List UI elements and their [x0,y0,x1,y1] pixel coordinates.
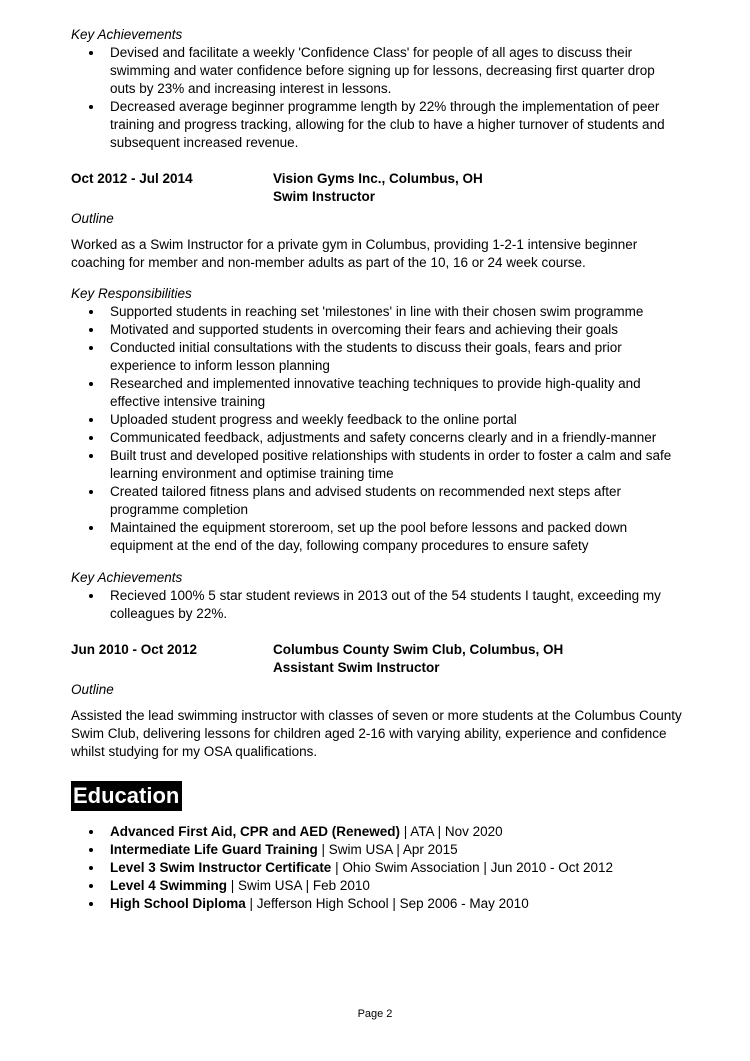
education-details: | ATA | Nov 2020 [400,824,503,839]
section-title: Education [71,781,182,811]
key-achievements-heading: Key Achievements [71,570,183,585]
education-name: Intermediate Life Guard Training [110,842,318,857]
education-name: Level 3 Swim Instructor Certificate [110,860,332,875]
achievements-list [71,44,683,152]
page-number: Page 2 [357,1008,393,1020]
list-item: Uploaded student progress and weekly feedback to the online portal [71,411,683,429]
list-item: Devised and facilitate a weekly 'Confidence Class' for people of all ages to discuss their swimming and water confidence before signing up for lessons, decreasing first quarter drop outs by 23% and increasing interest in lessons. [71,44,683,98]
job-date: Oct 2012 - Jul 2014 [71,171,193,186]
outline-heading: Outline [71,682,114,697]
list-item: Created tailored fitness plans and advised students on recommended next steps after programme completion [71,483,683,519]
job-date: Jun 2010 - Oct 2012 [71,642,198,657]
key-achievements-heading: Key Achievements [71,27,183,42]
job-title: Assistant Swim Instructor [273,660,440,675]
list-item: Motivated and supported students in overcoming their fears and achieving their goals [71,321,683,339]
education-details: | Swim USA | Feb 2010 [227,878,370,893]
resume-page [71,26,683,913]
job-title: Swim Instructor [273,189,376,204]
job-company: Vision Gyms Inc., Columbus, OH [273,171,483,186]
education-details: | Ohio Swim Association | Jun 2010 - Oct 2012 [331,860,613,875]
list-item [71,859,683,877]
outline-text: Assisted the lead swimming instructor with classes of seven or more students at the Columbus County Swim Club, delivering lessons for children aged 2-16 with varying ability, experience and confidence whilst studying for my OSA qualifications. [71,708,682,759]
achievements-list [71,587,683,623]
responsibilities-list [71,303,683,555]
list-item [71,823,683,841]
list-item: Supported students in reaching set 'milestones' in line with their chosen swim programme [71,303,683,321]
list-item [71,841,683,859]
education-name: Advanced First Aid, CPR and AED (Renewed) [110,824,401,839]
list-item: Researched and implemented innovative teaching techniques to provide high-quality and effective intensive training [71,375,683,411]
education-details: | Swim USA | Apr 2015 [317,842,458,857]
job-company: Columbus County Swim Club, Columbus, OH [273,642,564,657]
list-item [71,877,683,895]
list-item: Built trust and developed positive relationships with students in order to foster a calm and safe learning environment and optimise training time [71,447,683,483]
education-section [71,781,683,811]
list-item [71,895,683,913]
list-item: Communicated feedback, adjustments and safety concerns clearly and in a friendly-manner [71,429,683,447]
key-responsibilities-heading: Key Responsibilities [71,286,192,301]
job-header [71,641,683,677]
education-name: Level 4 Swimming [110,878,228,893]
job-header [71,170,683,206]
outline-heading: Outline [71,211,114,226]
list-item: Conducted initial consultations with the students to discuss their goals, fears and prior experience to inform lesson planning [71,339,683,375]
education-list [71,823,683,913]
job-info [273,641,563,677]
list-item: Decreased average beginner programme length by 22% through the implementation of peer training and progress tracking, allowing for the club to have a higher turnover of students and subsequent increased revenue. [71,98,683,152]
job-info [273,170,483,206]
education-details: | Jefferson High School | Sep 2006 - May 2010 [245,896,529,911]
education-name: High School Diploma [110,896,246,911]
outline-text: Worked as a Swim Instructor for a private gym in Columbus, providing 1-2-1 intensive beginner coaching for member and non-member adults as part of the 10, 16 or 24 week course. [71,237,638,270]
list-item: Maintained the equipment storeroom, set up the pool before lessons and packed down equipment at the end of the day, following company procedures to ensure safety [71,519,683,555]
list-item: Recieved 100% 5 star student reviews in 2013 out of the 54 students I taught, exceeding my colleagues by 22%. [71,587,683,623]
